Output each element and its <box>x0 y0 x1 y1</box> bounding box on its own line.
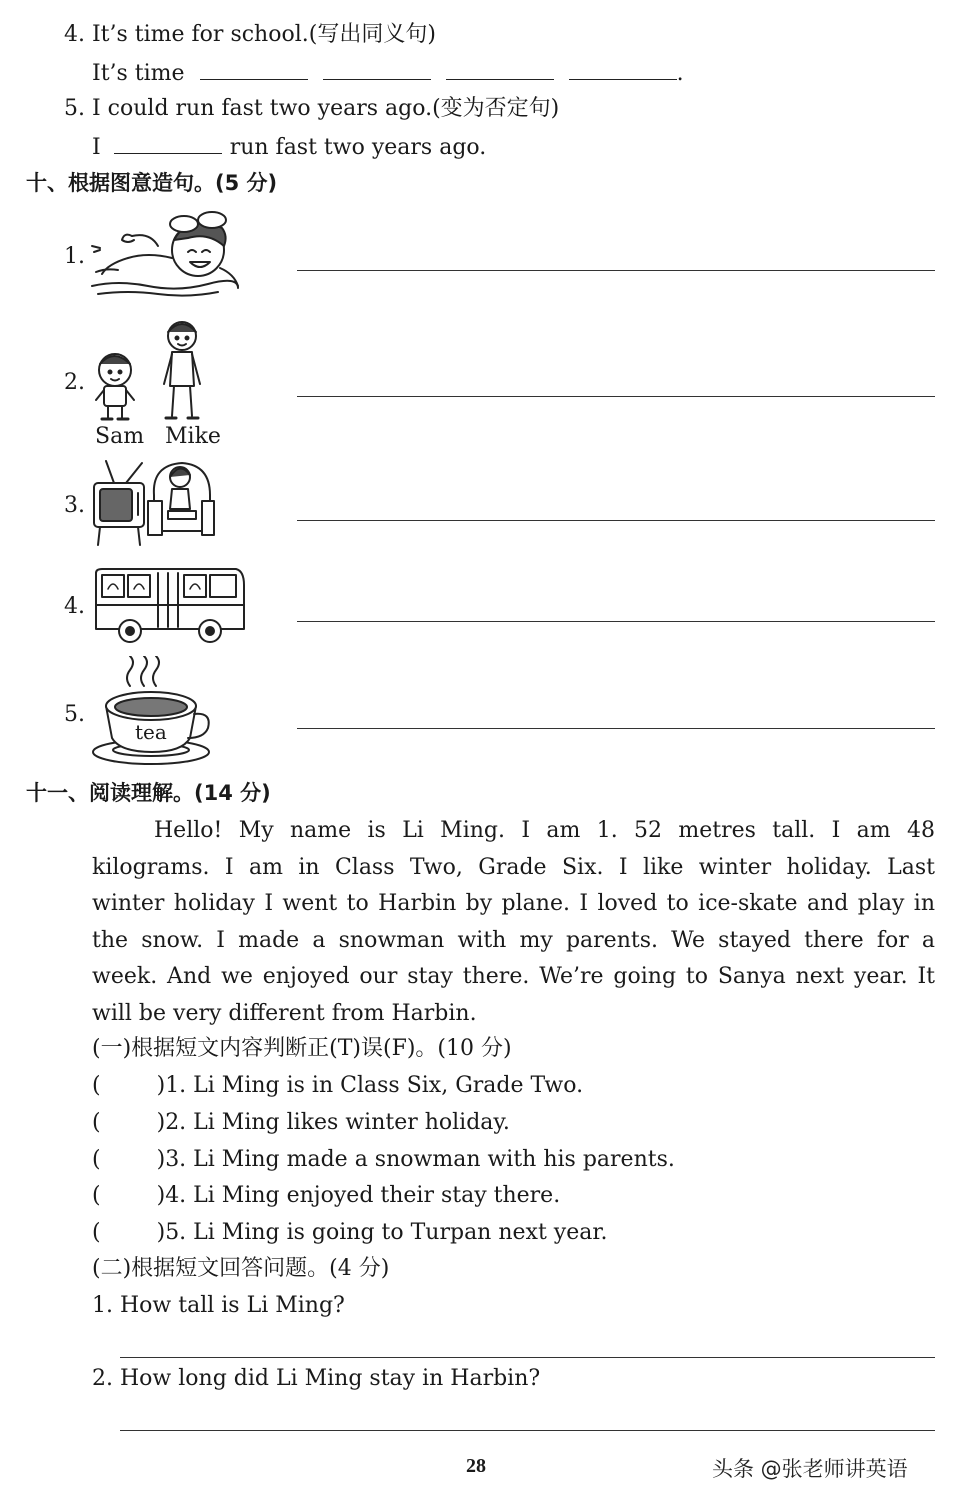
answer-line[interactable] <box>297 728 935 729</box>
answer-line[interactable] <box>297 270 935 271</box>
tf-close-paren: ) <box>156 1147 166 1172</box>
passage-line: week. And we enjoyed our stay there. We’re going to Sanya next year. It <box>92 964 935 990</box>
part-2-heading: (二)根据短文回答问题。(4 分) <box>92 1256 390 1281</box>
answer-line[interactable] <box>120 1430 935 1431</box>
question-4-answer-line <box>92 57 684 89</box>
question-4-text: 4. It’s time for school.(写出同义句) <box>64 22 436 47</box>
question-text: 1. How tall is Li Ming? <box>92 1293 345 1318</box>
tf-statement: 1. Li Ming is in Class Six, Grade Two. <box>165 1073 584 1098</box>
tea-cup-label: tea <box>135 720 167 744</box>
item-number: 4. <box>64 594 85 619</box>
tf-item <box>92 1181 560 1211</box>
tf-item <box>92 1145 675 1175</box>
sam-label: Sam <box>95 424 145 449</box>
answer-line[interactable] <box>297 396 935 397</box>
girl-watching-tv-image <box>92 455 216 551</box>
passage-line: kilograms. I am in Class Two, Grade Six. I like winter holiday. Last <box>92 854 935 880</box>
section-10-heading: 十、根据图意造句。(5 分) <box>26 171 278 195</box>
tf-statement: 4. Li Ming enjoyed their stay there. <box>165 1183 561 1208</box>
tf-close-paren: ) <box>156 1110 166 1135</box>
tf-statement: 3. Li Ming made a snowman with his parents. <box>165 1147 675 1172</box>
tf-open-paren: ( <box>92 1073 101 1098</box>
answer-blank[interactable] <box>446 57 554 80</box>
tf-item <box>92 1218 607 1248</box>
passage-line: the snow. I made a snowman with my parents. We stayed there for a <box>92 927 935 953</box>
tf-open-paren: ( <box>92 1220 101 1245</box>
question-5-suffix: run fast two years ago. <box>229 135 487 160</box>
tea-cup-image <box>90 656 212 768</box>
answer-blank[interactable] <box>114 131 222 154</box>
tf-close-paren: ) <box>156 1073 166 1098</box>
bus-image <box>92 565 248 645</box>
question-5-prefix: I <box>92 135 101 160</box>
item-number: 5. <box>64 702 85 727</box>
item-number: 1. <box>64 244 85 269</box>
passage-line: Hello! My name is Li Ming. I am 1. 52 metres tall. I am 48 <box>154 818 935 843</box>
tf-statement: 2. Li Ming likes winter holiday. <box>165 1110 510 1135</box>
question-5-text: 5. I could run fast two years ago.(变为否定句) <box>64 96 560 121</box>
tf-close-paren: ) <box>156 1183 166 1208</box>
question-4-prefix: It’s time <box>92 61 185 86</box>
tf-open-paren: ( <box>92 1147 101 1172</box>
answer-blank[interactable] <box>569 57 677 80</box>
item-number: 3. <box>64 493 85 518</box>
page-number: 28 <box>466 1455 486 1477</box>
swimming-boy-image <box>88 202 244 300</box>
tf-open-paren: ( <box>92 1110 101 1135</box>
answer-line[interactable] <box>297 520 935 521</box>
watermark: 头条 @张老师讲英语 <box>712 1457 908 1481</box>
mike-label: Mike <box>165 424 221 449</box>
item-number: 2. <box>64 370 85 395</box>
question-text: 2. How long did Li Ming stay in Harbin? <box>92 1366 541 1391</box>
tf-open-paren: ( <box>92 1183 101 1208</box>
answer-line[interactable] <box>297 621 935 622</box>
question-5-answer-line <box>92 131 486 163</box>
section-11-heading: 十一、阅读理解。(14 分) <box>26 781 271 805</box>
question-4-suffix: . <box>676 61 684 86</box>
tf-item <box>92 1108 510 1138</box>
passage-line: will be very different from Harbin. <box>92 1000 477 1026</box>
part-1-heading: (一)根据短文内容判断正(T)误(F)。(10 分) <box>92 1036 512 1061</box>
answer-blank[interactable] <box>200 57 308 80</box>
two-boys-image <box>90 318 220 424</box>
reading-passage <box>92 813 935 1033</box>
tf-item <box>92 1071 583 1101</box>
answer-blank[interactable] <box>323 57 431 80</box>
passage-line: winter holiday I went to Harbin by plane. I loved to ice-skate and play in <box>92 891 935 917</box>
answer-line[interactable] <box>120 1357 935 1358</box>
tf-close-paren: ) <box>156 1220 166 1245</box>
tf-statement: 5. Li Ming is going to Turpan next year. <box>165 1220 608 1245</box>
